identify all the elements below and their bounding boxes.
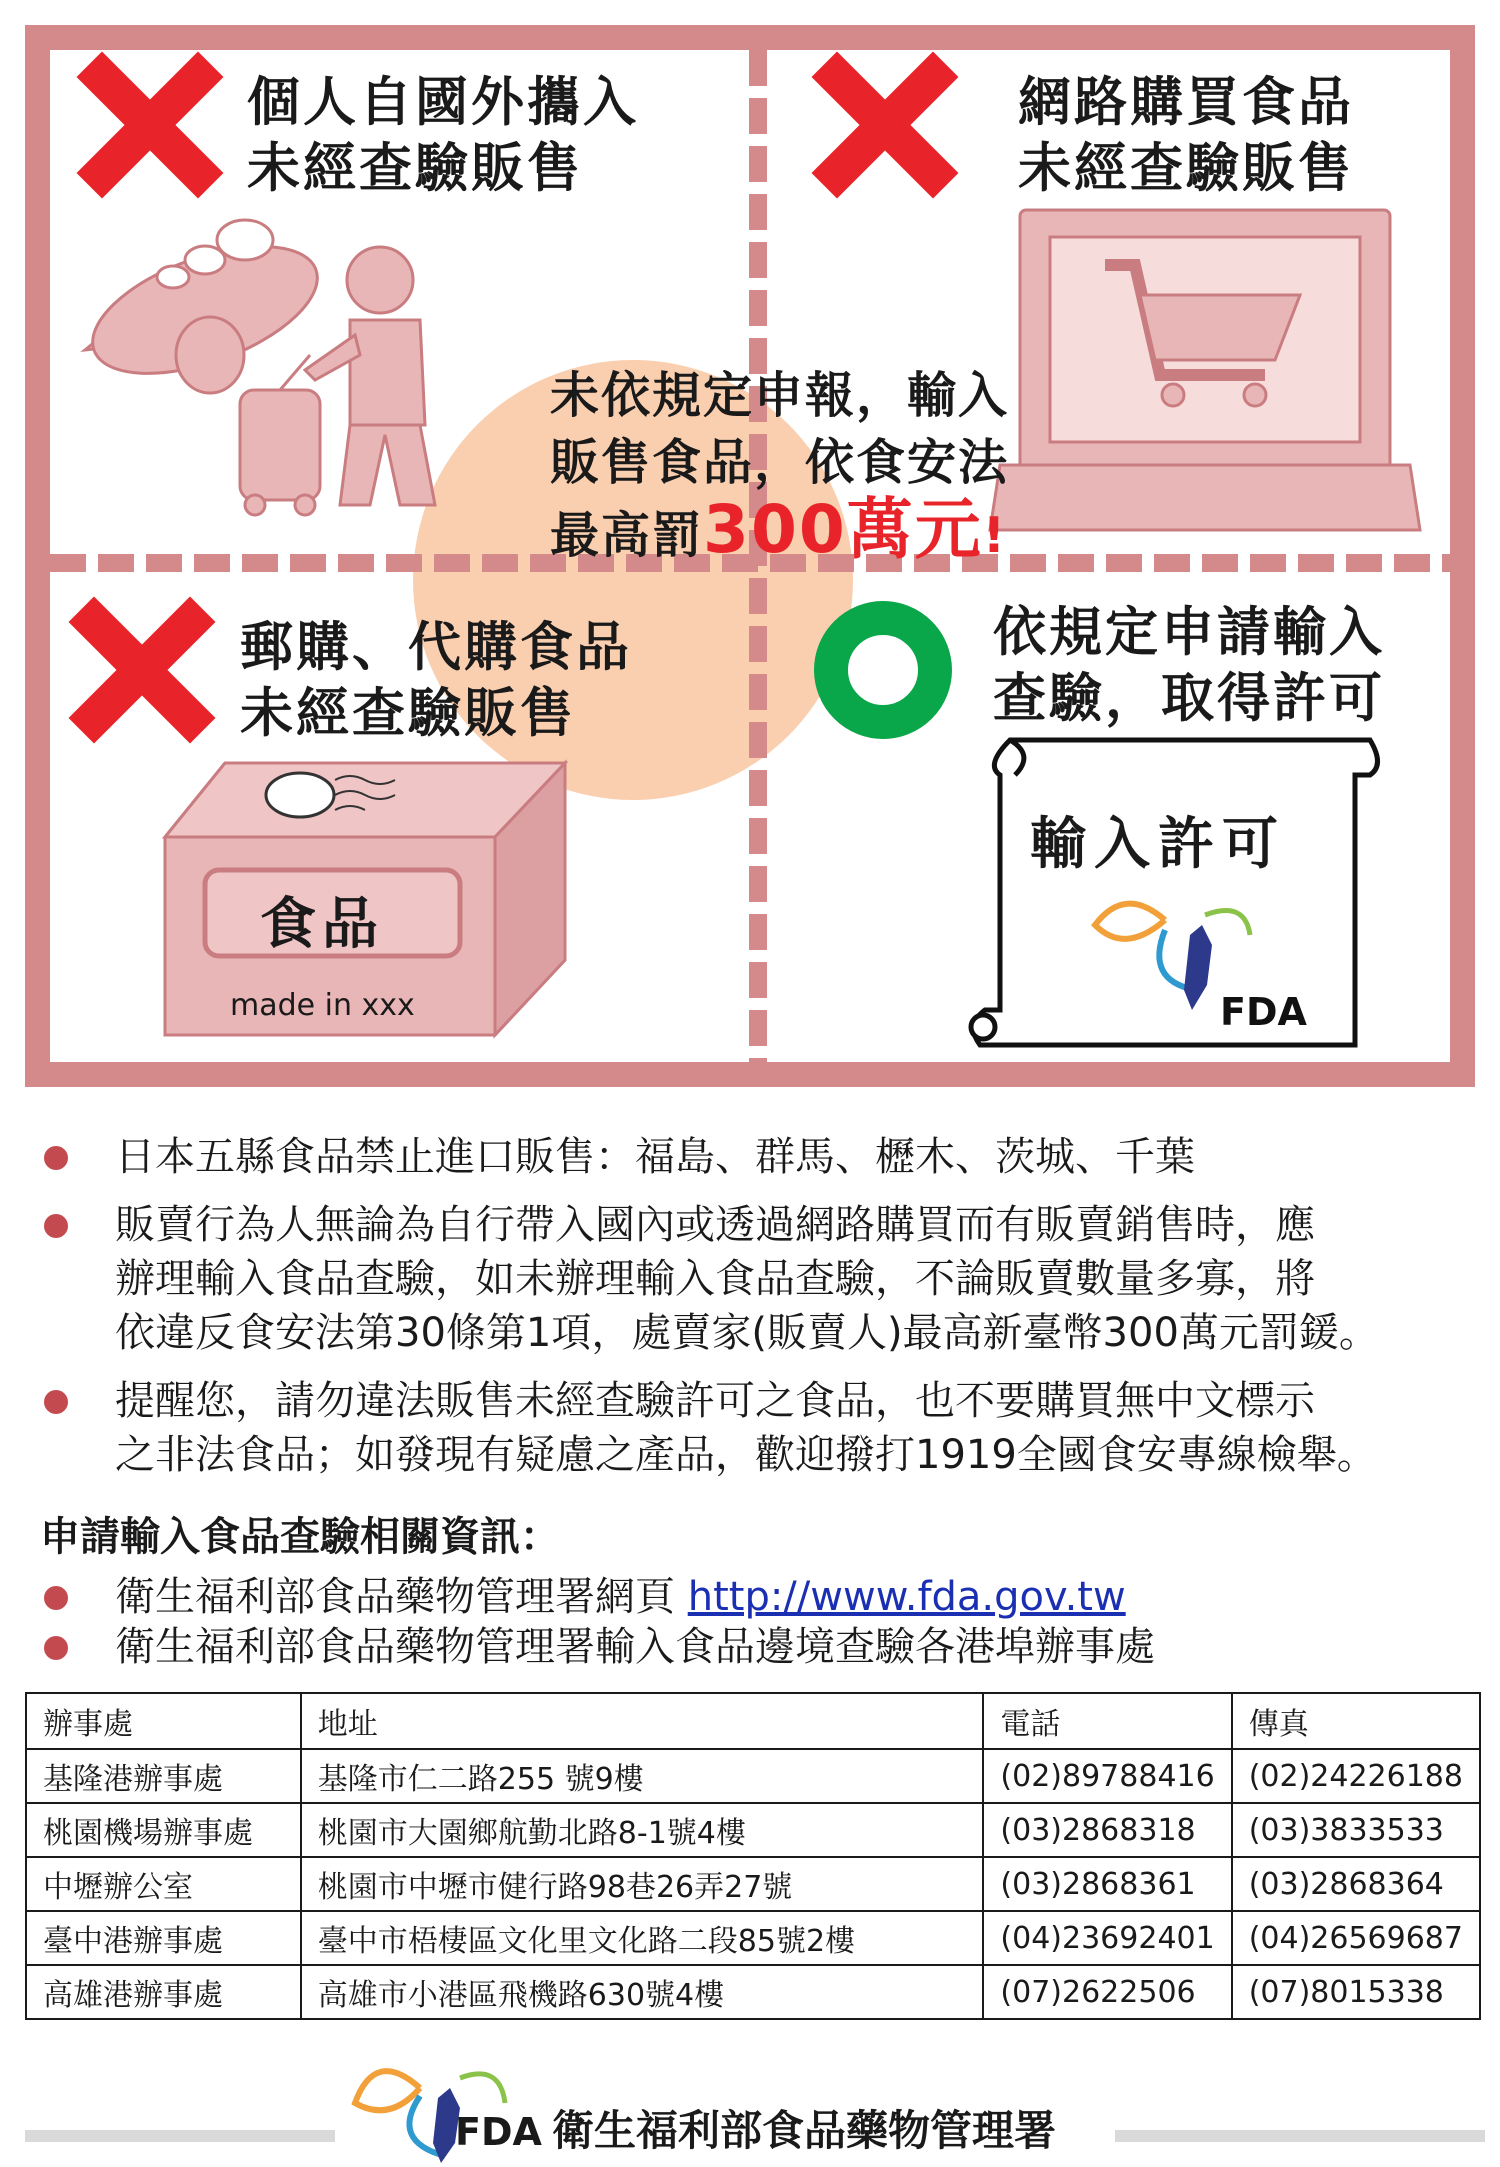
box-food-label: 食品	[260, 892, 384, 957]
center-penalty-message	[550, 362, 1009, 569]
cell-address: 臺中市梧棲區文化里文化路二段85號2樓	[301, 1911, 984, 1965]
bullet-line: 辦理輸入食品查驗，如未辦理輸入食品查驗，不論販賣數量多寡，將	[115, 1256, 1315, 1302]
table-row	[26, 1857, 1480, 1911]
bullet-line: 之非法食品；如發現有疑慮之產品，歡迎撥打1919全國食安專線檢舉。	[115, 1432, 1377, 1478]
box-origin-label: made in xxx	[230, 988, 415, 1023]
bullet-dot-icon	[44, 1636, 68, 1660]
panel-title-line: 網路購買食品	[1018, 72, 1354, 133]
panel-title-line: 未經查驗販售	[240, 683, 576, 744]
header-address: 地址	[301, 1693, 984, 1749]
computer-icon	[990, 210, 1420, 530]
cell-address: 桃園市大園鄉航勤北路8-1號4樓	[301, 1803, 984, 1857]
center-fine-prefix: 最高罰	[550, 507, 704, 564]
offices-table	[25, 1692, 1481, 2020]
table-row	[26, 1803, 1480, 1857]
panel-apply-permit-title	[993, 600, 1385, 732]
bullet-item	[40, 1374, 1480, 1482]
cell-phone: (03)2868318	[983, 1803, 1231, 1857]
header-phone: 電話	[983, 1693, 1231, 1749]
panel-title-line: 個人自國外攜入	[247, 72, 639, 133]
panel-title-line: 未經查驗販售	[1018, 138, 1354, 199]
cell-phone: (04)23692401	[983, 1911, 1231, 1965]
offices-item	[40, 1622, 1155, 1672]
center-line: 販售食品，依食安法	[550, 434, 1010, 491]
cell-fax: (02)24226188	[1232, 1749, 1480, 1803]
offices-label: 衛生福利部食品藥物管理署輸入食品邊境查驗各港埠辦事處	[115, 1624, 1155, 1670]
bullet-item	[40, 1130, 1480, 1184]
bullet-line: 依違反食安法第30條第1項，處賣家(販賣人)最高新臺幣300萬元罰鍰。	[115, 1310, 1379, 1356]
cell-office: 中壢辦公室	[26, 1857, 301, 1911]
bullet-line: 日本五縣食品禁止進口販售：福島、群馬、櫪木、茨城、千葉	[115, 1134, 1195, 1180]
info-links	[40, 1572, 1155, 1672]
bullet-dot-icon	[44, 1214, 68, 1238]
table-row	[26, 1749, 1480, 1803]
footer-rule-right	[1115, 2130, 1485, 2142]
bullet-item	[40, 1198, 1480, 1360]
permit-scroll-icon	[971, 740, 1378, 1045]
scroll-fda-logo-text: FDA	[1220, 990, 1307, 1034]
table-header-row	[26, 1693, 1480, 1749]
footer-org-name: 衛生福利部食品藥物管理署	[552, 2106, 1057, 2155]
panel-title-line: 依規定申請輸入	[993, 602, 1385, 663]
cell-fax: (07)8015338	[1232, 1965, 1480, 2019]
website-label: 衛生福利部食品藥物管理署網頁	[115, 1574, 675, 1620]
bullet-dot-icon	[44, 1390, 68, 1414]
footer-fda-logo-text: FDA	[455, 2110, 542, 2154]
cell-phone: (03)2868361	[983, 1857, 1231, 1911]
cell-fax: (03)2868364	[1232, 1857, 1480, 1911]
footer-rule-left	[25, 2130, 335, 2142]
bullet-dot-icon	[44, 1146, 68, 1170]
panel-title-line: 查驗，取得許可	[993, 668, 1385, 729]
table-row	[26, 1911, 1480, 1965]
panel-mail-order-title	[240, 615, 632, 747]
cell-office: 高雄港辦事處	[26, 1965, 301, 2019]
cell-phone: (02)89788416	[983, 1749, 1231, 1803]
bullet-dot-icon	[44, 1586, 68, 1610]
panel-title-line: 未經查驗販售	[247, 138, 583, 199]
panel-personal-import-title	[247, 70, 639, 202]
cell-fax: (03)3833533	[1232, 1803, 1480, 1857]
notice-bullets	[40, 1130, 1480, 1496]
cell-office: 臺中港辦事處	[26, 1911, 301, 1965]
scroll-permit-text: 輸入許可	[1030, 811, 1286, 877]
cell-address: 桃園市中壢市健行路98巷26弄27號	[301, 1857, 984, 1911]
header-office: 辦事處	[26, 1693, 301, 1749]
cell-address: 高雄市小港區飛機路630號4樓	[301, 1965, 984, 2019]
cell-fax: (04)26569687	[1232, 1911, 1480, 1965]
center-fine-amount: 300萬元	[703, 491, 983, 568]
fda-website-link[interactable]: http://www.fda.gov.tw	[687, 1574, 1126, 1620]
cell-office: 桃園機場辦事處	[26, 1803, 301, 1857]
cell-address: 基隆市仁二路255 號9樓	[301, 1749, 984, 1803]
bullet-line: 提醒您，請勿違法販售未經查驗許可之食品，也不要購買無中文標示	[115, 1378, 1315, 1424]
bullet-line: 販賣行為人無論為自行帶入國內或透過網路購買而有販賣銷售時，應	[115, 1202, 1315, 1248]
center-line	[550, 491, 1009, 569]
illustration-poster	[25, 25, 1475, 1087]
center-fine-suffix: !	[982, 507, 1008, 564]
info-section-title: 申請輸入食品查驗相關資訊：	[40, 1514, 560, 1560]
header-fax: 傳真	[1232, 1693, 1480, 1749]
panel-online-purchase-title	[1018, 70, 1354, 202]
cell-phone: (07)2622506	[983, 1965, 1231, 2019]
panel-title-line: 郵購、代購食品	[240, 617, 632, 678]
table-row	[26, 1965, 1480, 2019]
website-item	[40, 1572, 1155, 1622]
center-line: 未依規定申報，輸入	[550, 367, 1010, 424]
cell-office: 基隆港辦事處	[26, 1749, 301, 1803]
